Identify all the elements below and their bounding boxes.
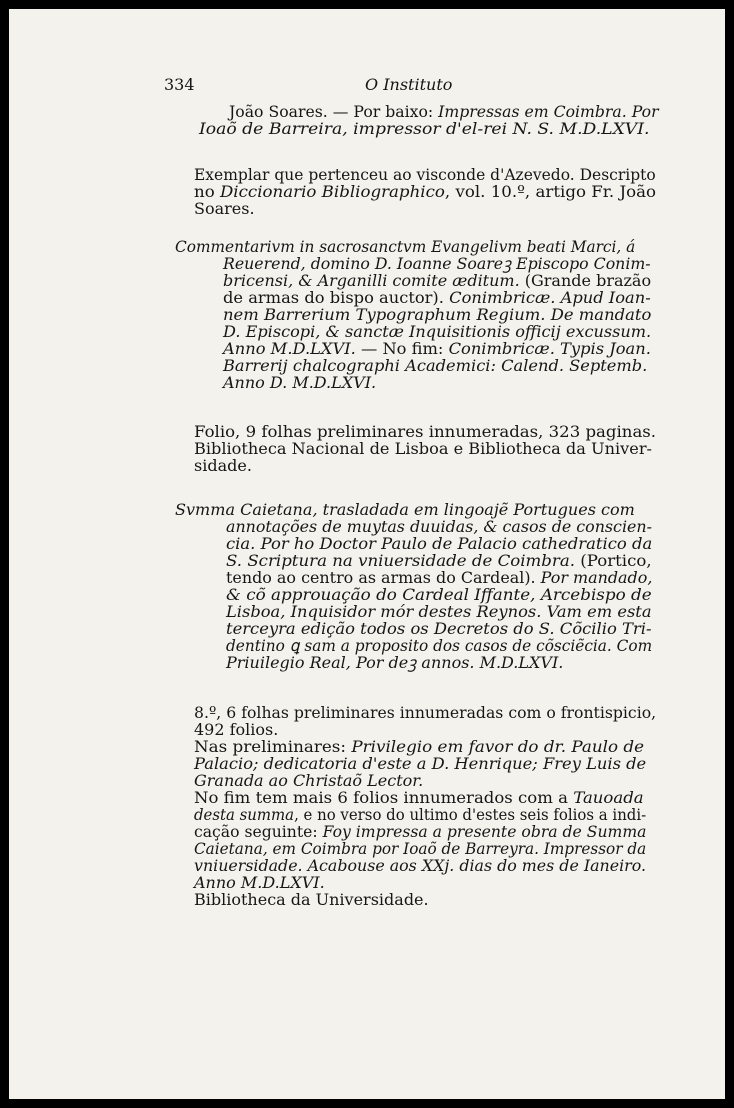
text-segment: Lisboa, Inquisidor mór destes Reynos. Vam em esta [226,602,652,621]
text-segment: Granada ao Christaõ Lector. [194,771,424,790]
text-line [194,440,652,457]
text-line [226,552,652,569]
text-line [194,891,429,908]
text-line [223,255,651,272]
text-segment: Reuerend, domino D. Ioanne Soareꝫ Episcopo Conim- [223,254,651,273]
text-line [226,518,652,535]
text-segment: Bibliotheca Nacional de Lisboa e Bibliotheca da Univer- [194,439,652,458]
text-segment: João Soares. — Por baixo: [229,102,439,121]
text-line [194,755,646,772]
text-line [226,620,652,637]
text-line [194,840,646,857]
text-segment: Palacio; dedicatoria d'este a D. Henrique; Frey Luis de [194,754,647,773]
text-line [194,166,656,183]
text-segment: Diccionario Bibliographico [219,182,445,201]
text-line [194,200,255,217]
text-line [194,183,656,200]
text-segment: Por mandado, [540,568,653,587]
text-segment: Bibliotheca da Universidade. [194,890,429,909]
text-line [194,423,656,440]
text-segment: tendo ao centro as armas do Cardeal). [226,568,541,587]
text-segment: Conimbricæ. Typis Joan. [448,339,651,358]
text-segment: de armas do bispo auctor). [223,288,450,307]
text-segment: Priuilegio Real, Por deꝫ annos. M.D.LXVI. [226,653,564,672]
text-segment: & cõ approuação do Cardeal Iffante, Arcebispo de [226,585,652,604]
text-segment: Commentarivm in sacrosanctvm Evangelivm beati Marci, á [175,237,636,256]
text-segment: Folio, 9 folhas preliminares innumeradas, 323 paginas. [194,422,657,441]
text-line [223,340,651,357]
text-line [223,289,651,306]
text-segment: Impressas em Coimbra. Por [438,102,659,121]
text-segment: sidade. [194,456,252,475]
text-segment: cação seguinte: [194,822,323,841]
text-segment: cia. Por ho Doctor Paulo de Palacio cathedratico da [226,534,653,553]
scanned-page [9,9,725,1099]
text-segment: (Grande brazão [519,271,652,290]
text-segment: nem Barrerium Typographum Regium. De mandato [223,305,652,324]
text-segment: desta summa [194,805,295,824]
text-line [194,806,646,823]
text-line [223,272,651,289]
text-segment: S. Scriptura na vniuersidade de Coimbra. [226,551,575,570]
text-line [194,772,423,789]
text-segment: Conimbricæ. Apud Ioan- [449,288,651,307]
text-segment: Soares. [194,199,255,218]
text-line [194,857,646,874]
text-line [223,374,376,391]
text-segment: D. Episcopi, & sanctæ Inquisitionis officij excussum. [223,322,652,341]
text-segment: annotações de muytas duuidas, & casos de conscien- [226,517,652,536]
text-segment: Exemplar que pertenceu ao visconde d'Azevedo. Descripto [194,165,656,184]
text-line [175,501,635,518]
text-line [175,238,635,255]
text-segment: bricensi, & Arganilli comite æditum. [223,271,520,290]
text-segment: no [194,182,220,201]
text-segment: — No fim: [355,339,449,358]
text-segment: , e no verso do ultimo d'estes seis folios a indi- [294,805,647,824]
text-line [226,637,652,654]
text-line [194,874,325,891]
text-segment: Ioaõ de Barreira, impressor d'el-rei N. S. M.D.LXVI. [199,119,650,138]
text-segment: Caietana, em Coimbra por Ioaõ de Barreyra. Impressor da [194,839,647,858]
text-line [226,654,563,671]
running-title: O Instituto [365,75,453,94]
text-line [226,535,652,552]
text-line [229,103,659,120]
text-line [194,789,644,806]
text-segment: Tauoada [573,788,644,807]
text-segment: terceyra edição todos os Decretos do S. Cõcilio Tri- [226,619,652,638]
text-segment: Barrerij chalcographi Academici: Calend. Septemb. [223,356,648,375]
text-line [223,357,647,374]
text-segment: Anno M.D.LXVI. [223,339,356,358]
text-segment: Nas preliminares: [194,737,352,756]
text-segment: 8.º, 6 folhas preliminares innumeradas com o frontispicio, [194,703,657,722]
text-line [194,823,646,840]
text-line [226,569,652,586]
text-segment: No fim tem mais 6 folios innumerados com a [194,788,574,807]
text-segment: Svmma Caietana, trasladada em lingoajẽ Portugues com [175,500,635,519]
text-segment: dentino ꝗ sam a proposito dos casos de cõsciẽcia. Com [226,636,653,655]
text-segment: (Portico, [574,551,652,570]
text-segment: Anno D. M.D.LXVI. [223,373,377,392]
text-segment: , vol. 10.º, artigo Fr. João [444,182,657,201]
text-line [194,704,656,721]
text-segment: Privilegio em favor do dr. Paulo de [351,737,645,756]
text-line [226,603,652,620]
text-segment: vniuersidade. Acabouse aos XXj. dias do mes de Ianeiro. [194,856,646,875]
page-number: 334 [164,75,195,94]
text-line [194,721,278,738]
text-line [223,306,651,323]
text-line [199,120,649,137]
text-line [194,457,252,474]
text-segment: Anno M.D.LXVI. [194,873,325,892]
text-segment: 492 folios. [194,720,279,739]
text-line [194,738,644,755]
text-line [226,586,652,603]
text-segment: Foy impressa a presente obra de Summa [322,822,647,841]
text-line [223,323,651,340]
